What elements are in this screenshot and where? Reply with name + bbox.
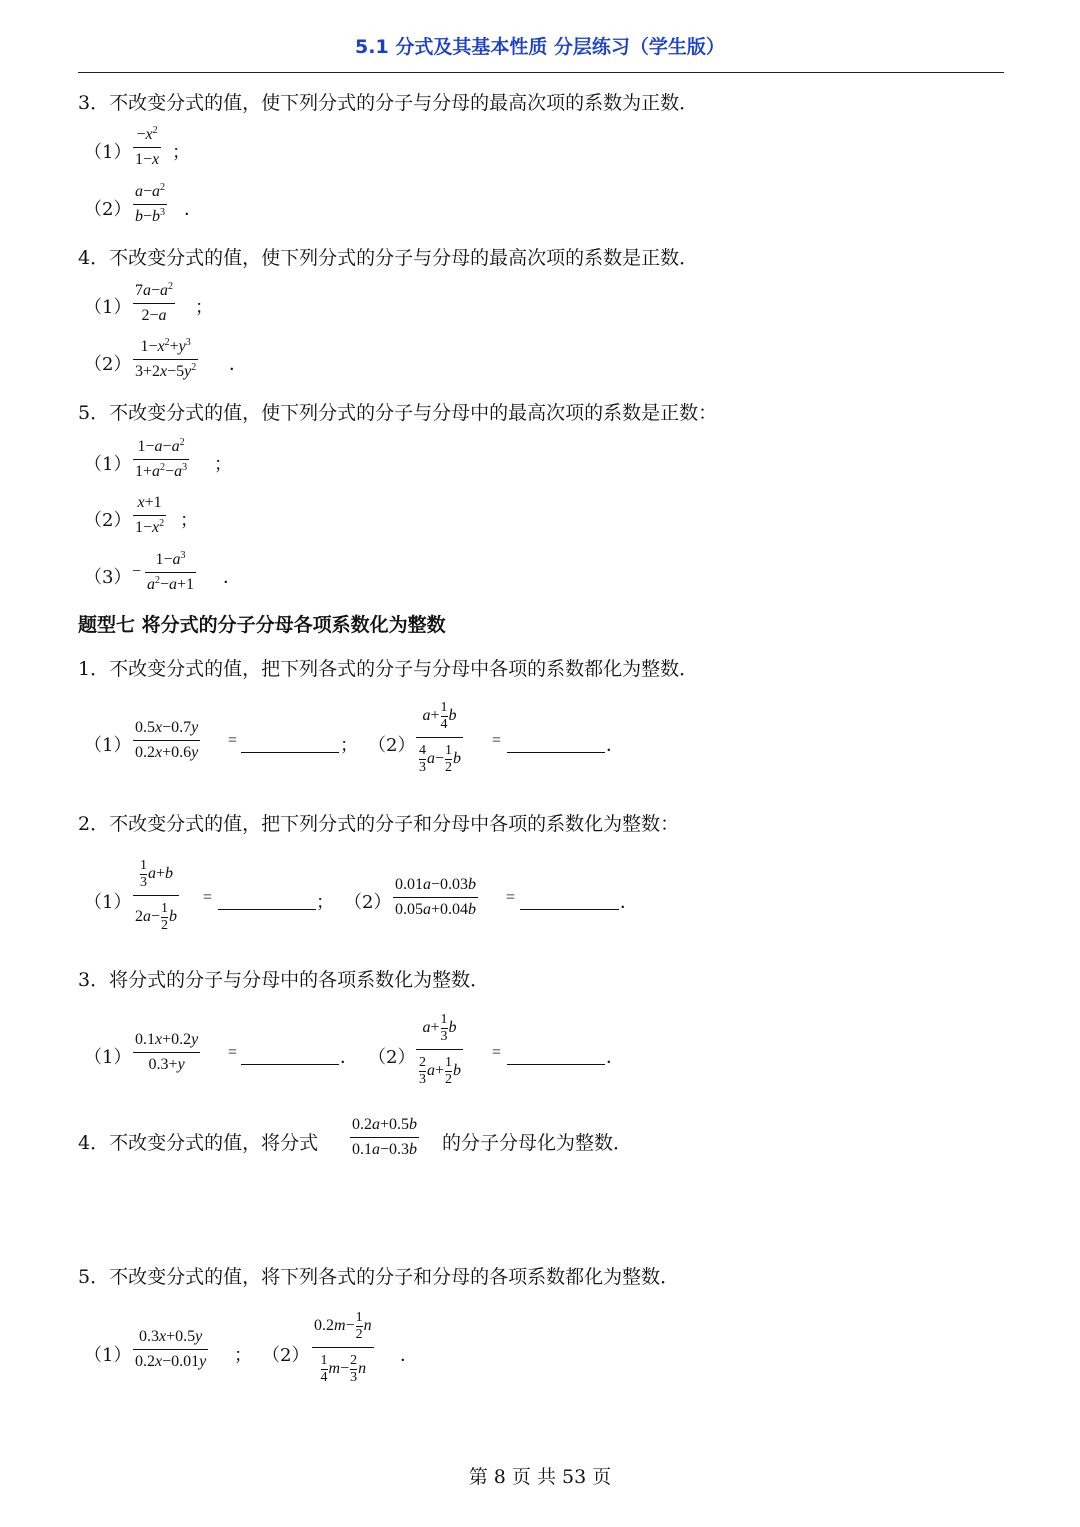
q5-item-2-label: （2） bbox=[84, 510, 132, 531]
s-q1-item-2-label: （2） bbox=[368, 735, 416, 756]
s-q3-equals-1: = bbox=[228, 1044, 238, 1061]
s-q1-answer-blank-2[interactable] bbox=[507, 752, 605, 753]
q5-fraction-1: $1-a-a^2$ $1+a^2-a^3$ bbox=[135, 437, 188, 480]
s-q3-end: ． bbox=[606, 1047, 624, 1068]
q3-fraction-2: $a-a^2$ $b-b^3$ bbox=[135, 182, 166, 225]
q5-item-1-end: ； bbox=[214, 454, 232, 475]
question-4: 4．不改变分式的值，使下列分式的分子与分母的最高次项的系数是正数． bbox=[78, 247, 699, 269]
page-footer: 第 8 页 共 53 页 bbox=[468, 1466, 612, 1488]
q5-negative-sign: − bbox=[132, 563, 142, 580]
s-q2-item-2-label: （2） bbox=[344, 892, 392, 913]
page-header-title: 5.1 分式及其基本性质 分层练习（学生版） bbox=[355, 36, 725, 58]
q5-fraction-3: $1-a^3$ $a^2-a+1$ bbox=[147, 550, 195, 593]
s-q1-fraction-1: 0.5x−0.7y 0.2x+0.6y bbox=[135, 719, 199, 761]
s-question-4-suffix: 的分子分母化为整数． bbox=[442, 1132, 633, 1154]
s-q2-fraction-1: $\frac{1}{3}$ a+b 2a− $\frac{1}{2}$ b bbox=[135, 857, 178, 933]
s-q5-separator: ； bbox=[234, 1345, 252, 1366]
header-divider bbox=[78, 72, 1004, 73]
s-q1-equals-1: = bbox=[228, 732, 238, 749]
s-q3-answer-blank-2[interactable] bbox=[507, 1064, 605, 1065]
s-q2-answer-blank-1[interactable] bbox=[218, 909, 316, 910]
s-q1-item-1-label: （1） bbox=[84, 735, 132, 756]
q5-item-3-label: （3） bbox=[84, 567, 132, 588]
s-q2-fraction-2: 0.01a−0.03b 0.05a+0.04b bbox=[395, 876, 477, 918]
s-q1-fraction-2: a+ $\frac{1}{4}$ b $\frac{4}{3}$ a− $\frac{1}{2}$ b bbox=[416, 696, 463, 779]
s-question-5: 5．不改变分式的值，将下列各式的分子和分母的各项系数都化为整数． bbox=[78, 1266, 680, 1288]
q3-item-2-end: ． bbox=[184, 199, 202, 220]
s-q1-equals-2: = bbox=[492, 732, 502, 749]
section-title: 题型七 将分式的分子分母各项系数化为整数 bbox=[78, 614, 446, 636]
s-q5-fraction-1: 0.3x+0.5y 0.2x−0.01y bbox=[135, 1328, 207, 1370]
q3-fraction-1: $-x^2$ 1−x bbox=[135, 125, 160, 168]
s-q2-item-1-label: （1） bbox=[84, 892, 132, 913]
s-q1-answer-blank-1[interactable] bbox=[241, 752, 339, 753]
q4-item-1-end: ； bbox=[195, 297, 213, 318]
s-q3-fraction-2: a+ $\frac{1}{3}$ b $\frac{2}{3}$ a+ $\frac{1}{2}$ b bbox=[416, 1008, 463, 1091]
question-3: 3．不改变分式的值，使下列分式的分子与分母的最高次项的系数为正数． bbox=[78, 92, 699, 114]
s-q3-equals-2: = bbox=[492, 1044, 502, 1061]
s-q1-end: ． bbox=[606, 735, 624, 756]
s-q4-fraction: 0.2a+0.5b 0.1a−0.3b bbox=[352, 1116, 418, 1158]
s-q2-equals-1: = bbox=[203, 889, 213, 906]
s-question-1: 1．不改变分式的值，把下列各式的分子与分母中各项的系数都化为整数． bbox=[78, 658, 699, 680]
q5-fraction-2: x+1 $1-x^2$ bbox=[135, 494, 165, 536]
q5-item-3-end: ． bbox=[223, 567, 241, 588]
s-q3-fraction-1: 0.1x+0.2y 0.3+y bbox=[135, 1031, 199, 1073]
question-5: 5．不改变分式的值，使下列分式的分子与分母中的最高次项的系数是正数： bbox=[78, 402, 718, 424]
s-q3-answer-blank-1[interactable] bbox=[241, 1064, 339, 1065]
s-q2-separator: ； bbox=[316, 892, 334, 913]
q5-item-2-end: ； bbox=[180, 510, 198, 531]
s-question-3: 3．将分式的分子与分母中的各项系数化为整数． bbox=[78, 969, 490, 991]
s-q2-equals-2: = bbox=[506, 889, 516, 906]
q3-item-1-label: （1） bbox=[84, 142, 132, 163]
q4-fraction-2: $1-x^2+y^3$ $3+2x-5y^2$ bbox=[135, 337, 197, 380]
s-q2-answer-blank-2[interactable] bbox=[520, 909, 619, 910]
s-q1-separator: ； bbox=[340, 735, 358, 756]
q4-fraction-1: $7a-a^2$ 2−a bbox=[135, 281, 174, 324]
s-q2-end: ． bbox=[620, 892, 638, 913]
s-q3-item-2-label: （2） bbox=[368, 1047, 416, 1068]
q5-item-1-label: （1） bbox=[84, 454, 132, 475]
s-question-2: 2．不改变分式的值，把下列分式的分子和分母中各项的系数化为整数： bbox=[78, 813, 680, 835]
s-q3-item-1-label: （1） bbox=[84, 1047, 132, 1068]
s-q5-item-2-label: （2） bbox=[262, 1345, 310, 1366]
q3-item-1-end: ； bbox=[172, 142, 190, 163]
s-question-4-prefix: 4．不改变分式的值，将分式 bbox=[78, 1132, 319, 1154]
s-q3-separator: ． bbox=[340, 1047, 358, 1068]
q4-item-2-end: ． bbox=[229, 354, 247, 375]
s-q5-end: ． bbox=[400, 1345, 418, 1366]
q4-item-1-label: （1） bbox=[84, 297, 132, 318]
q3-item-2-label: （2） bbox=[84, 199, 132, 220]
s-q5-item-1-label: （1） bbox=[84, 1345, 132, 1366]
s-q5-fraction-2: 0.2m− $\frac{1}{2}$ n $\frac{1}{4}$ m− $\frac{2}{3}$ n bbox=[314, 1309, 372, 1385]
q4-item-2-label: （2） bbox=[84, 354, 132, 375]
